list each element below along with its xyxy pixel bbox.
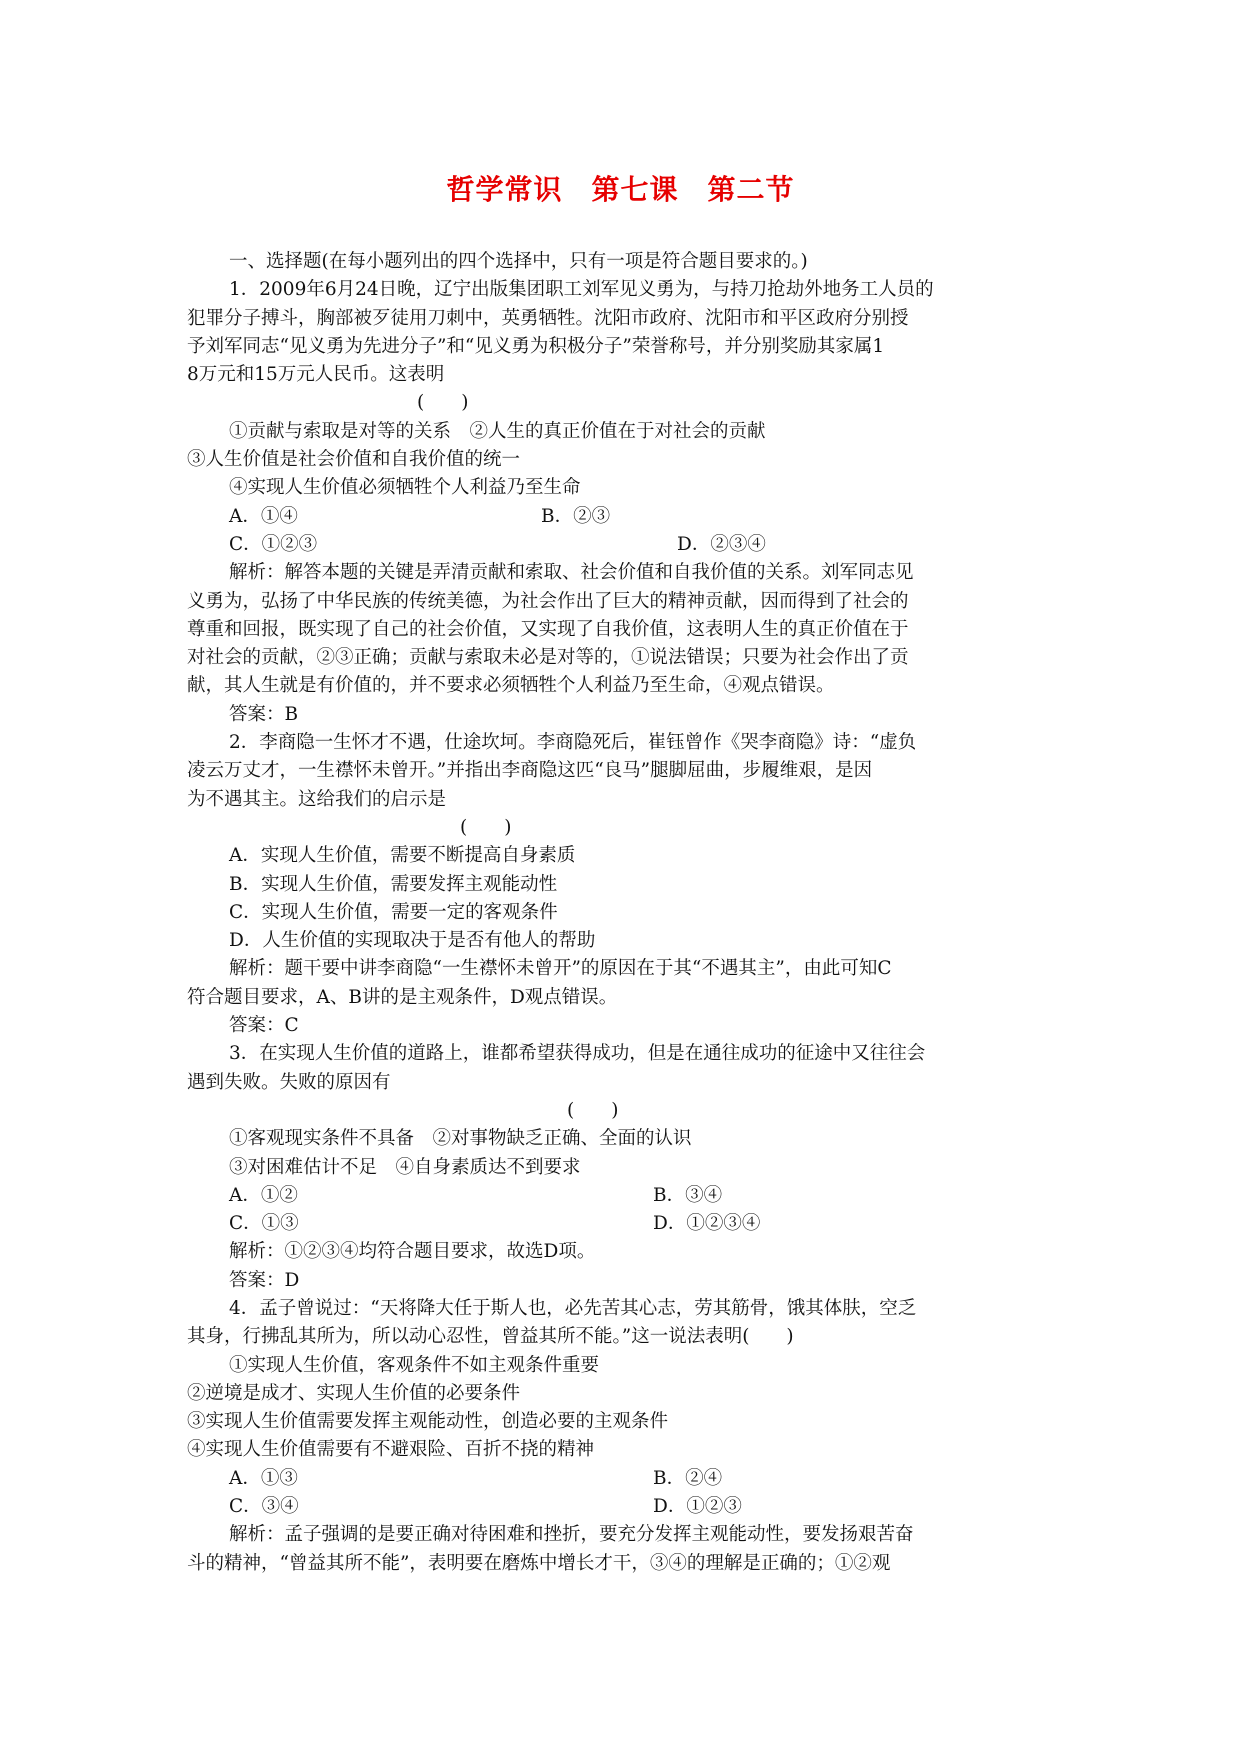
text-line: C．实现人生价值，需要一定的客观条件 <box>229 901 558 923</box>
text-line: 凌云万丈才，一生襟怀未曾开。”并指出李商隐这匹“良马”腿脚屈曲，步履维艰，是因 <box>187 760 873 782</box>
text-line: ②逆境是成才、实现人生价值的必要条件 <box>187 1382 521 1404</box>
option-right: B．③④ <box>653 1184 723 1206</box>
document-body <box>187 248 1057 1578</box>
text-line: 8万元和15万元人民币。这表明 <box>187 364 445 386</box>
option-left: A．①② <box>229 1184 298 1206</box>
option-row <box>187 1493 1057 1521</box>
option-left: C．③④ <box>229 1496 299 1518</box>
text-line: 献，其人生就是有价值的，并不要求必须牺牲个人利益乃至生命，④观点错误。 <box>187 675 835 697</box>
text-line: A．实现人生价值，需要不断提高自身素质 <box>229 845 576 867</box>
text-line: ④实现人生价值需要有不避艰险、百折不挠的精神 <box>187 1439 595 1461</box>
text-line: 答案：D <box>229 1269 300 1291</box>
text-line: ③对困难估计不足 ④自身素质达不到要求 <box>229 1156 581 1178</box>
option-row <box>187 531 1057 559</box>
text-line: 尊重和回报，既实现了自己的社会价值，又实现了自我价值，这表明人生的真正价值在于 <box>187 618 909 640</box>
text-line: 解析：孟子强调的是要正确对待困难和挫折，要充分发挥主观能动性，要发扬艰苦奋 <box>229 1524 914 1546</box>
option-row <box>187 1210 1057 1238</box>
text-line: ( ) <box>417 392 469 414</box>
option-right: D．①②③④ <box>653 1213 761 1235</box>
text-line: 3．在实现人生价值的道路上，谁都希望获得成功，但是在通往成功的征途中又往往会 <box>229 1043 926 1065</box>
text-line: 符合题目要求，A、B讲的是主观条件，D观点错误。 <box>187 986 618 1008</box>
option-row <box>187 1182 1057 1210</box>
text-line: 其身，行拂乱其所为，所以动心忍性，曾益其所不能。”这一说法表明( ) <box>187 1326 794 1348</box>
text-line: 4．孟子曾说过：“天将降大任于斯人也，必先苦其心志，劳其筋骨，饿其体肤，空乏 <box>229 1297 917 1319</box>
text-line: 为不遇其主。这给我们的启示是 <box>187 788 447 810</box>
text-line: 一、选择题(在每小题列出的四个选择中，只有一项是符合题目要求的。) <box>229 251 808 272</box>
text-line: B．实现人生价值，需要发挥主观能动性 <box>229 873 558 895</box>
text-line: 答案：B <box>229 703 299 725</box>
text-line: ①客观现实条件不具备 ②对事物缺乏正确、全面的认识 <box>229 1128 692 1150</box>
text-line: 予刘军同志“见义勇为先进分子”和“见义勇为积极分子”荣誉称号，并分别奖励其家属1 <box>187 335 885 357</box>
text-line: 斗的精神，“曾益其所不能”，表明要在磨炼中增长才干，③④的理解是正确的；①②观 <box>187 1552 891 1574</box>
option-right: D．②③④ <box>677 533 766 555</box>
text-line: ( ) <box>460 816 512 838</box>
option-right: D．①②③ <box>653 1496 742 1518</box>
text-line: 解析：解答本题的关键是弄清贡献和索取、社会价值和自我价值的关系。刘军同志见 <box>229 562 914 584</box>
option-row <box>187 503 1057 531</box>
text-line: D．人生价值的实现取决于是否有他人的帮助 <box>229 930 596 952</box>
option-left: A．①④ <box>229 505 298 527</box>
text-line: ④实现人生价值必须牺牲个人利益乃至生命 <box>229 477 581 499</box>
text-line: 1．2009年6月24日晚，辽宁出版集团职工刘军见义勇为，与持刀抢劫外地务工人员的 <box>229 279 934 301</box>
text-line: 答案：C <box>229 1015 299 1037</box>
text-line: ( ) <box>567 1099 619 1121</box>
page-title: 哲学常识 第七课 第二节 <box>446 173 795 206</box>
text-line: ③实现人生价值需要发挥主观能动性，创造必要的主观条件 <box>187 1411 669 1433</box>
text-line: ①贡献与索取是对等的关系 ②人生的真正价值在于对社会的贡献 <box>229 420 766 442</box>
text-line: 2．李商隐一生怀才不遇，仕途坎坷。李商隐死后，崔钰曾作《哭李商隐》诗：“虚负 <box>229 732 917 754</box>
text-line: 解析：题干要中讲李商隐“一生襟怀未曾开”的原因在于其“不遇其主”，由此可知C <box>229 958 892 980</box>
text-line: 义勇为，弘扬了中华民族的传统美德，为社会作出了巨大的精神贡献，因而得到了社会的 <box>187 590 909 612</box>
text-line: 解析：①②③④均符合题目要求，故选D项。 <box>229 1241 596 1263</box>
text-line: 犯罪分子搏斗，胸部被歹徒用刀刺中，英勇牺牲。沈阳市政府、沈阳市和平区政府分别授 <box>187 307 909 329</box>
text-line: 遇到失败。失败的原因有 <box>187 1071 391 1093</box>
text-line: ①实现人生价值，客观条件不如主观条件重要 <box>229 1354 600 1376</box>
option-left: C．①③ <box>229 1213 299 1235</box>
text-line: ③人生价值是社会价值和自我价值的统一 <box>187 449 521 471</box>
option-right: B．②④ <box>653 1467 723 1489</box>
option-left: A．①③ <box>229 1467 298 1489</box>
text-line: 对社会的贡献，②③正确；贡献与索取未必是对等的，①说法错误；只要为社会作出了贡 <box>187 647 909 669</box>
option-left: C．①②③ <box>229 533 318 555</box>
option-right: B．②③ <box>541 505 611 527</box>
option-row <box>187 1465 1057 1493</box>
